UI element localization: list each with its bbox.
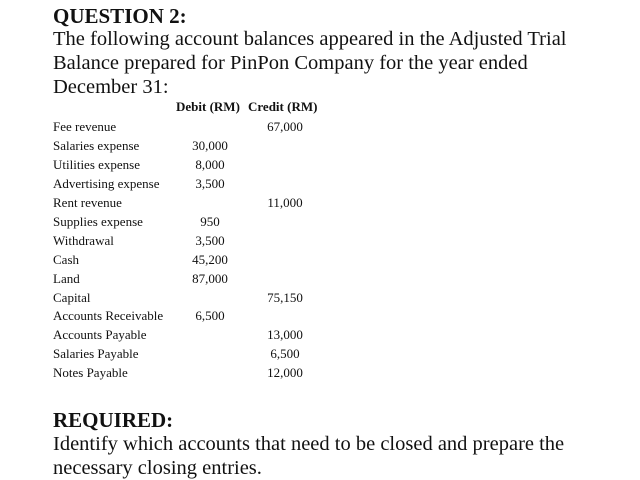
debit-amount: 87,000 — [192, 271, 228, 286]
table-row — [0, 174, 640, 193]
intro-line: December 31: — [53, 76, 169, 98]
debit-column-header: Debit (RM) — [176, 99, 240, 114]
account-name: Accounts Receivable — [53, 308, 164, 323]
account-name: Salaries expense — [53, 138, 140, 153]
debit-amount: 8,000 — [195, 157, 225, 172]
account-name: Withdrawal — [53, 233, 114, 248]
account-name: Rent revenue — [53, 195, 122, 210]
table-row — [0, 363, 640, 382]
account-name: Notes Payable — [53, 365, 128, 380]
account-name: Cash — [53, 252, 79, 267]
debit-amount: 30,000 — [192, 138, 228, 153]
credit-amount: 11,000 — [267, 195, 303, 210]
credit-amount: 75,150 — [267, 290, 303, 305]
debit-amount: 6,500 — [195, 308, 225, 323]
question-intro — [53, 27, 567, 99]
table-row — [0, 155, 640, 174]
account-name: Advertising expense — [53, 176, 160, 191]
debit-amount: 3,500 — [195, 233, 225, 248]
debit-amount: 45,200 — [192, 252, 228, 267]
required-line: Identify which accounts that need to be closed and prepare the — [53, 433, 565, 455]
credit-amount: 12,000 — [267, 365, 303, 380]
account-name: Capital — [53, 290, 91, 305]
credit-amount: 13,000 — [267, 327, 303, 342]
credit-amount: 67,000 — [267, 119, 303, 134]
table-row — [0, 193, 640, 212]
table-row — [0, 212, 640, 231]
account-name: Salaries Payable — [53, 346, 139, 361]
account-name: Land — [53, 271, 80, 286]
table-row — [0, 288, 640, 307]
account-name: Fee revenue — [53, 119, 117, 134]
credit-column-header: Credit (RM) — [248, 99, 318, 114]
table-row — [0, 325, 640, 344]
question-title: QUESTION 2: — [53, 4, 187, 28]
credit-amount: 6,500 — [270, 346, 300, 361]
required-title: REQUIRED: — [53, 408, 174, 432]
required-line: necessary closing entries. — [53, 457, 262, 479]
table-row — [0, 117, 640, 136]
debit-amount: 950 — [200, 214, 220, 229]
debit-amount: 3,500 — [195, 176, 225, 191]
intro-line: Balance prepared for PinPon Company for the year ended — [53, 52, 528, 74]
table-row — [0, 344, 640, 363]
table-row — [0, 136, 640, 155]
account-name: Supplies expense — [53, 214, 143, 229]
table-row — [0, 269, 640, 288]
table-row — [0, 231, 640, 250]
table-row — [0, 250, 640, 269]
account-name: Utilities expense — [53, 157, 141, 172]
table-row — [0, 306, 640, 325]
intro-line: The following account balances appeared in the Adjusted Trial — [53, 28, 567, 50]
account-name: Accounts Payable — [53, 327, 147, 342]
required-text — [53, 432, 564, 480]
